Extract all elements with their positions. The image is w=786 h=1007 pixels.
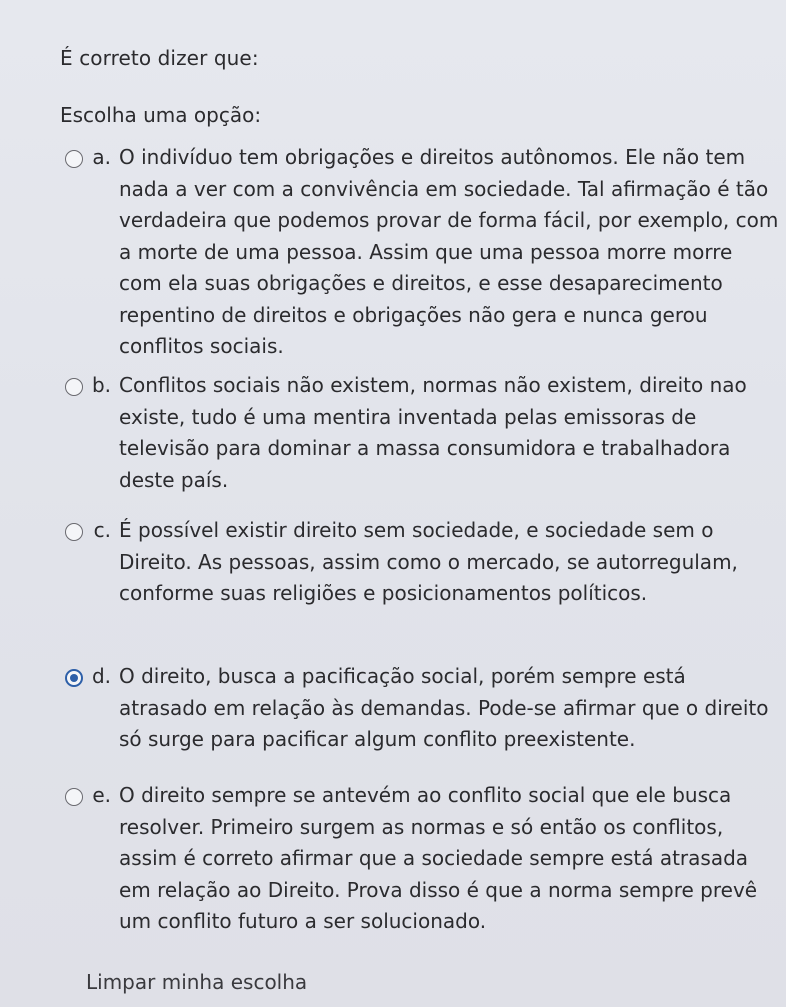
option-c-letter: c. [93, 518, 111, 542]
option-a-text: O indivíduo tem obrigações e direitos autônomos. Ele não tem nada a ver com a convivência em sociedade. Tal afirmação é tão verdadeira que podemos provar de forma fácil, por exemplo, com a morte de uma pessoa. Assim que uma pessoa morre morre com ela suas obrigações e direitos, e esse desaparecimento repentino de direitos e obrigações não gera e nunca gerou conflitos sociais. [119, 145, 779, 358]
option-d-radio-selected[interactable] [65, 669, 83, 687]
option-b-text: Conflitos sociais não existem, normas não existem, direito nao existe, tudo é uma mentira inventada pelas emissoras de televisão para dominar a massa consumidora e trabalhadora deste país. [119, 373, 747, 492]
question-text: É correto dizer que: [60, 46, 259, 70]
option-d[interactable] [65, 661, 780, 756]
option-e-text: O direito sempre se antevém ao conflito social que ele busca resolver. Primeiro surgem as normas e só então os conflitos, assim é correto afirmar que a sociedade sempre está atrasada em relação ao Direito. Prova disso é que a norma sempre prevê um conflito futuro a ser solucionado. [119, 783, 758, 933]
option-a-letter: a. [92, 145, 111, 169]
option-e[interactable] [65, 780, 780, 938]
option-d-text: O direito, busca a pacificação social, porém sempre está atrasado em relação às demandas. Pode-se afirmar que o direito só surge para pacificar algum conflito preexistente. [119, 664, 769, 751]
option-c[interactable] [65, 515, 780, 610]
option-c-text: É possível existir direito sem sociedade, e sociedade sem o Direito. As pessoas, assim como o mercado, se autorregulam, conforme suas religiões e posicionamentos políticos. [119, 518, 738, 605]
clear-choice-link[interactable]: Limpar minha escolha [86, 970, 308, 994]
option-e-radio[interactable] [65, 788, 83, 806]
option-a-radio[interactable] [65, 150, 83, 168]
option-d-letter: d. [91, 664, 111, 688]
option-b[interactable] [65, 370, 780, 496]
option-b-letter: b. [91, 373, 111, 397]
choose-option-prompt: Escolha uma opção: [60, 103, 262, 127]
option-a[interactable] [65, 142, 780, 363]
option-b-radio[interactable] [65, 378, 83, 396]
option-c-radio[interactable] [65, 523, 83, 541]
option-e-letter: e. [92, 783, 111, 807]
